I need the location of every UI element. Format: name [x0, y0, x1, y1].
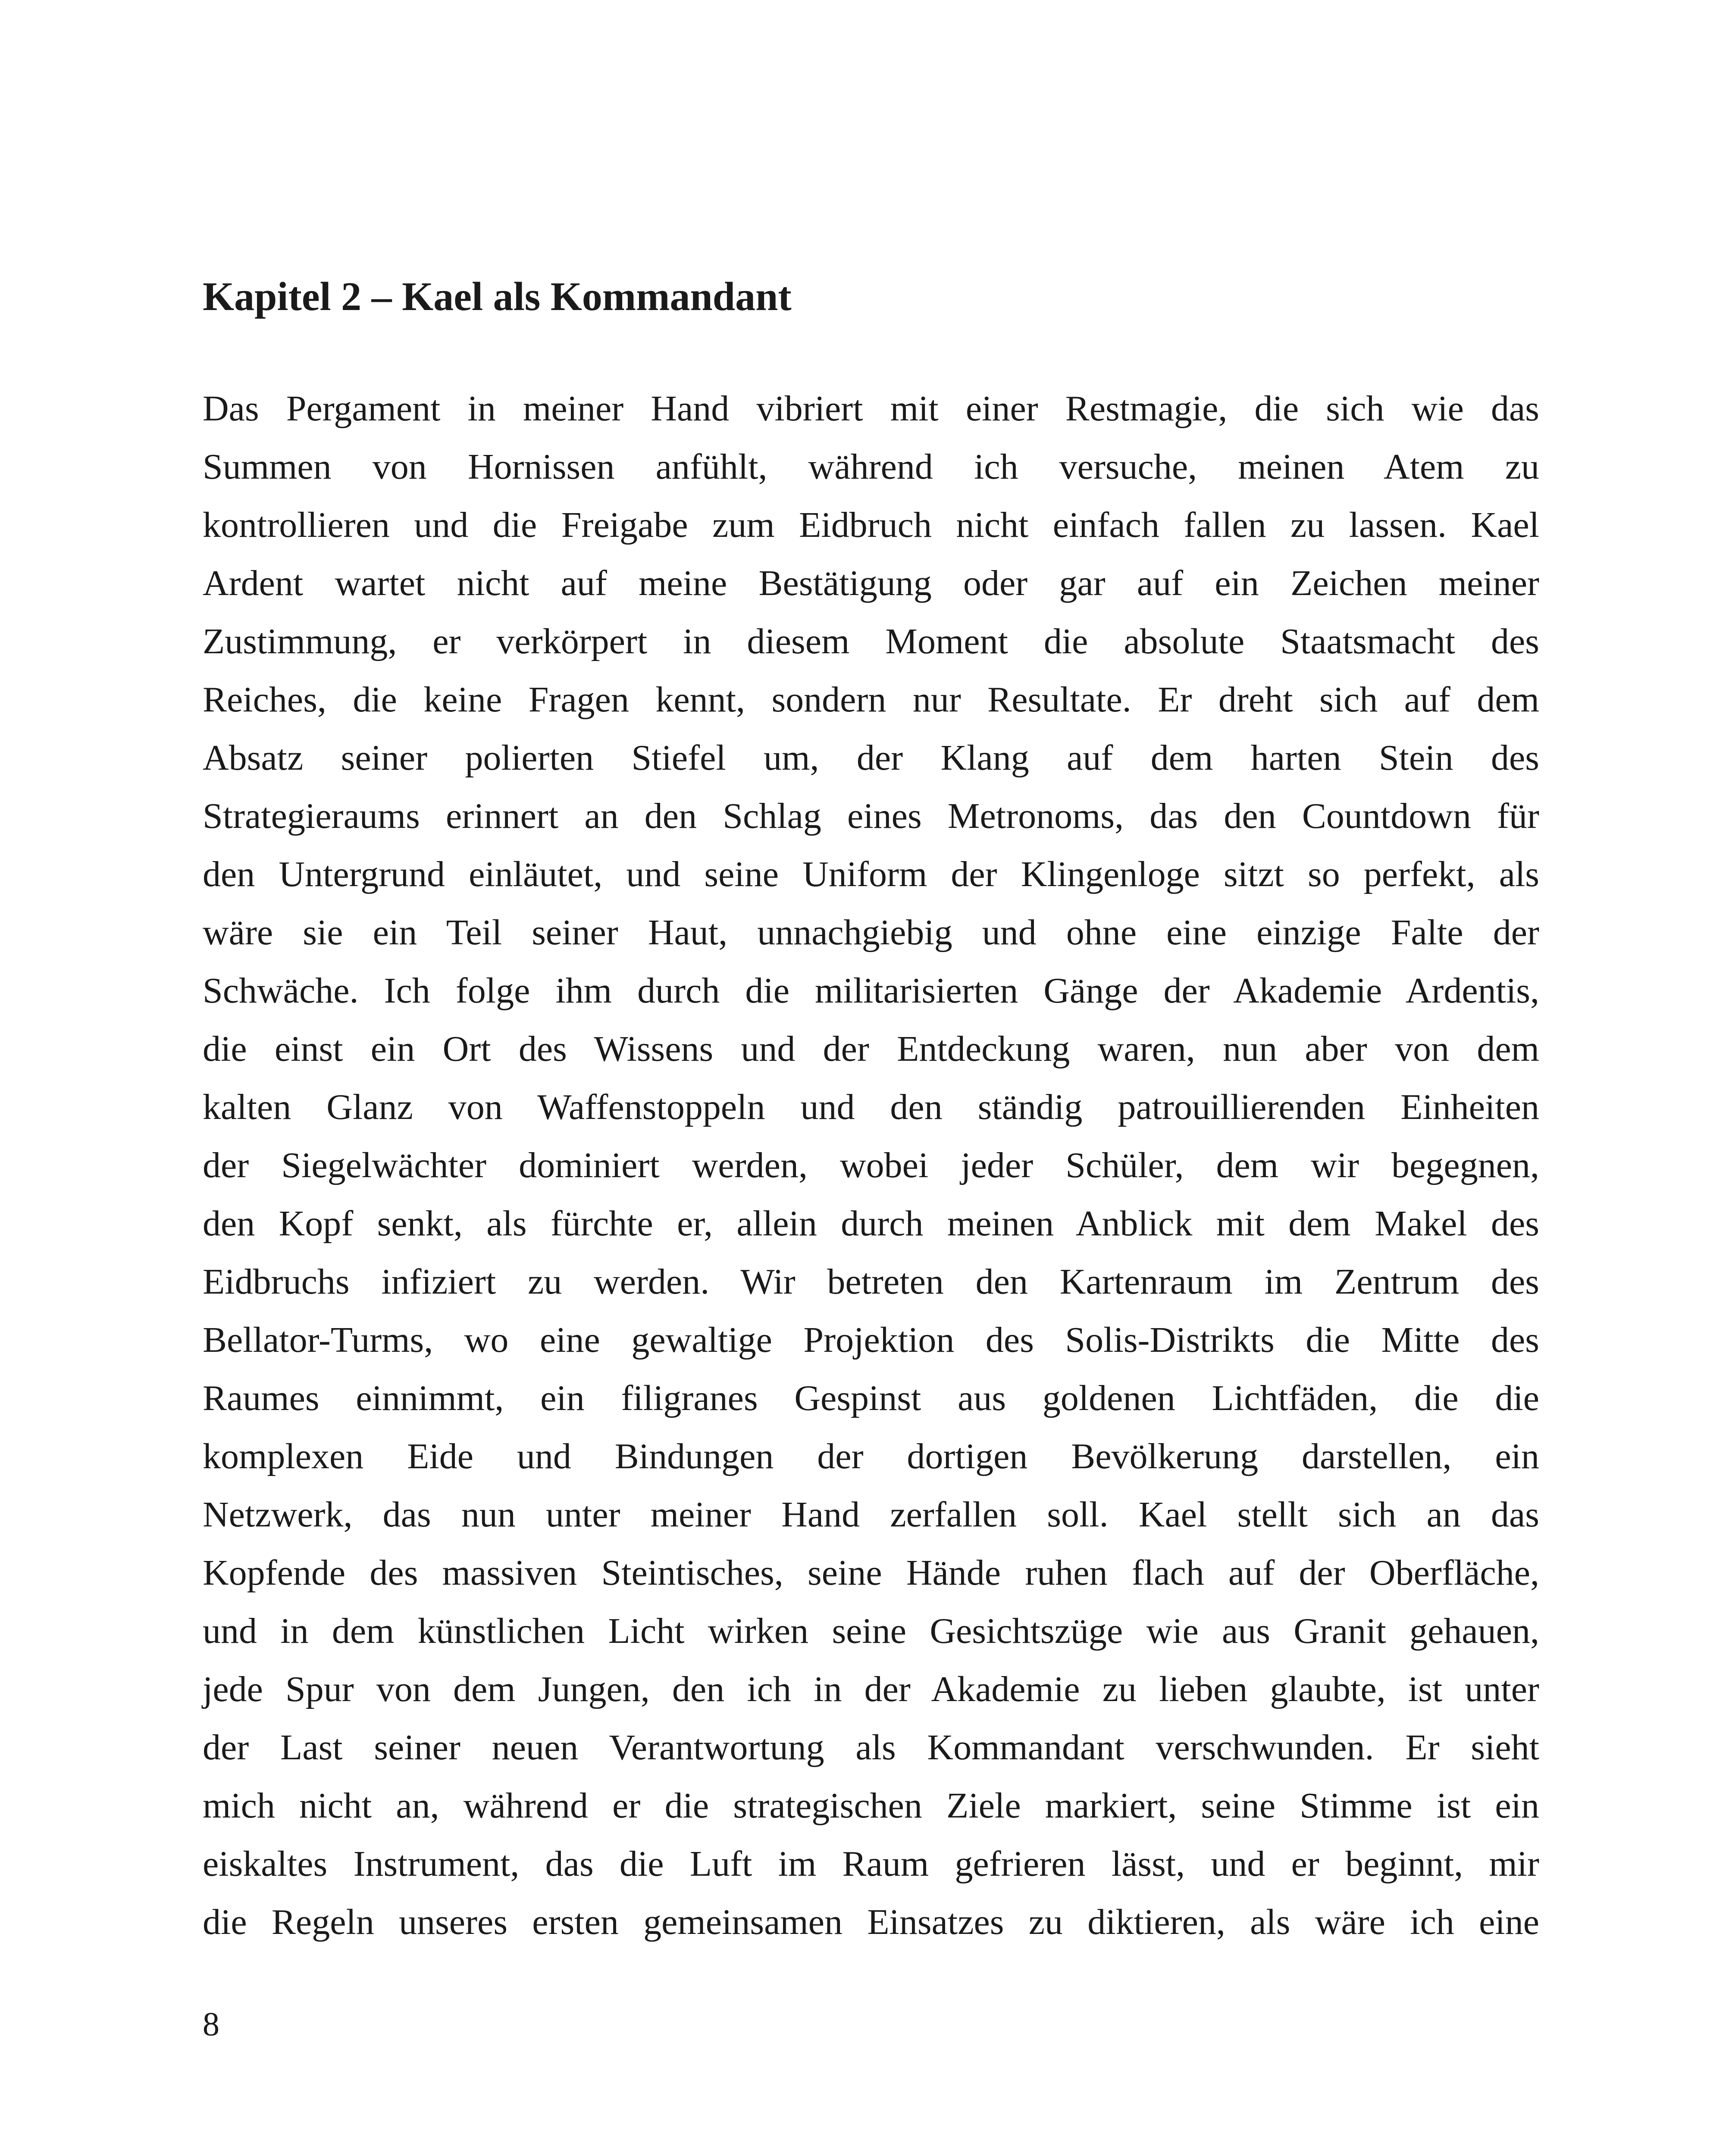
text-line: Das Pergament in meiner Hand vibriert mit einer Restmagie, die sich wie das	[203, 389, 1539, 429]
text-line: Zustimmung, er verkörpert in diesem Moment die absolute Staatsmacht des	[203, 621, 1539, 661]
text-line: die Regeln unseres ersten gemeinsamen Einsatzes zu diktieren, als wäre ich eine	[203, 1902, 1539, 1942]
text-line: Ardent wartet nicht auf meine Bestätigung oder gar auf ein Zeichen meiner	[203, 563, 1539, 603]
text-line: Reiches, die keine Fragen kennt, sondern nur Resultate. Er dreht sich auf dem	[203, 680, 1539, 720]
text-line: Schwäche. Ich folge ihm durch die militarisierten Gänge der Akademie Ardentis,	[203, 971, 1539, 1011]
chapter-title: Kapitel 2 – Kael als Kommandant	[203, 274, 792, 319]
text-line: Netzwerk, das nun unter meiner Hand zerfallen soll. Kael stellt sich an das	[203, 1495, 1539, 1535]
text-line: Bellator-Turms, wo eine gewaltige Projektion des Solis-Distrikts die Mitte des	[203, 1320, 1539, 1360]
text-line: Kopfende des massiven Steintisches, seine Hände ruhen flach auf der Oberfläche,	[203, 1553, 1539, 1593]
text-line: Strategieraums erinnert an den Schlag eines Metronoms, das den Countdown für	[203, 796, 1539, 836]
text-line: jede Spur von dem Jungen, den ich in der Akademie zu lieben glaubte, ist unter	[203, 1669, 1539, 1709]
body-paragraph	[203, 379, 1539, 1951]
text-line: Absatz seiner polierten Stiefel um, der Klang auf dem harten Stein des	[203, 738, 1539, 778]
text-line: der Siegelwächter dominiert werden, wobei jeder Schüler, dem wir begegnen,	[203, 1145, 1539, 1185]
text-line: und in dem künstlichen Licht wirken seine Gesichtszüge wie aus Granit gehauen,	[203, 1611, 1539, 1651]
text-line: wäre sie ein Teil seiner Haut, unnachgiebig und ohne eine einzige Falte der	[203, 912, 1539, 953]
text-line: kontrollieren und die Freigabe zum Eidbruch nicht einfach fallen zu lassen. Kael	[203, 505, 1539, 545]
text-line: Summen von Hornissen anfühlt, während ich versuche, meinen Atem zu	[203, 447, 1539, 487]
page-number: 8	[203, 2005, 219, 2043]
text-line: Eidbruchs infiziert zu werden. Wir betreten den Kartenraum im Zentrum des	[203, 1262, 1539, 1302]
text-line: komplexen Eide und Bindungen der dortigen Bevölkerung darstellen, ein	[203, 1436, 1539, 1476]
text-line: die einst ein Ort des Wissens und der Entdeckung waren, nun aber von dem	[203, 1029, 1539, 1069]
text-line: den Kopf senkt, als fürchte er, allein durch meinen Anblick mit dem Makel des	[203, 1203, 1539, 1244]
text-line: eiskaltes Instrument, das die Luft im Raum gefrieren lässt, und er beginnt, mir	[203, 1844, 1539, 1884]
text-line: mich nicht an, während er die strategischen Ziele markiert, seine Stimme ist ein	[203, 1786, 1539, 1826]
text-line: Raumes einnimmt, ein filigranes Gespinst aus goldenen Lichtfäden, die die	[203, 1378, 1539, 1418]
text-line: der Last seiner neuen Verantwortung als Kommandant verschwunden. Er sieht	[203, 1727, 1539, 1767]
text-line: den Untergrund einläutet, und seine Uniform der Klingenloge sitzt so perfekt, als	[203, 854, 1539, 894]
text-line: kalten Glanz von Waffenstoppeln und den ständig patrouillierenden Einheiten	[203, 1087, 1539, 1127]
